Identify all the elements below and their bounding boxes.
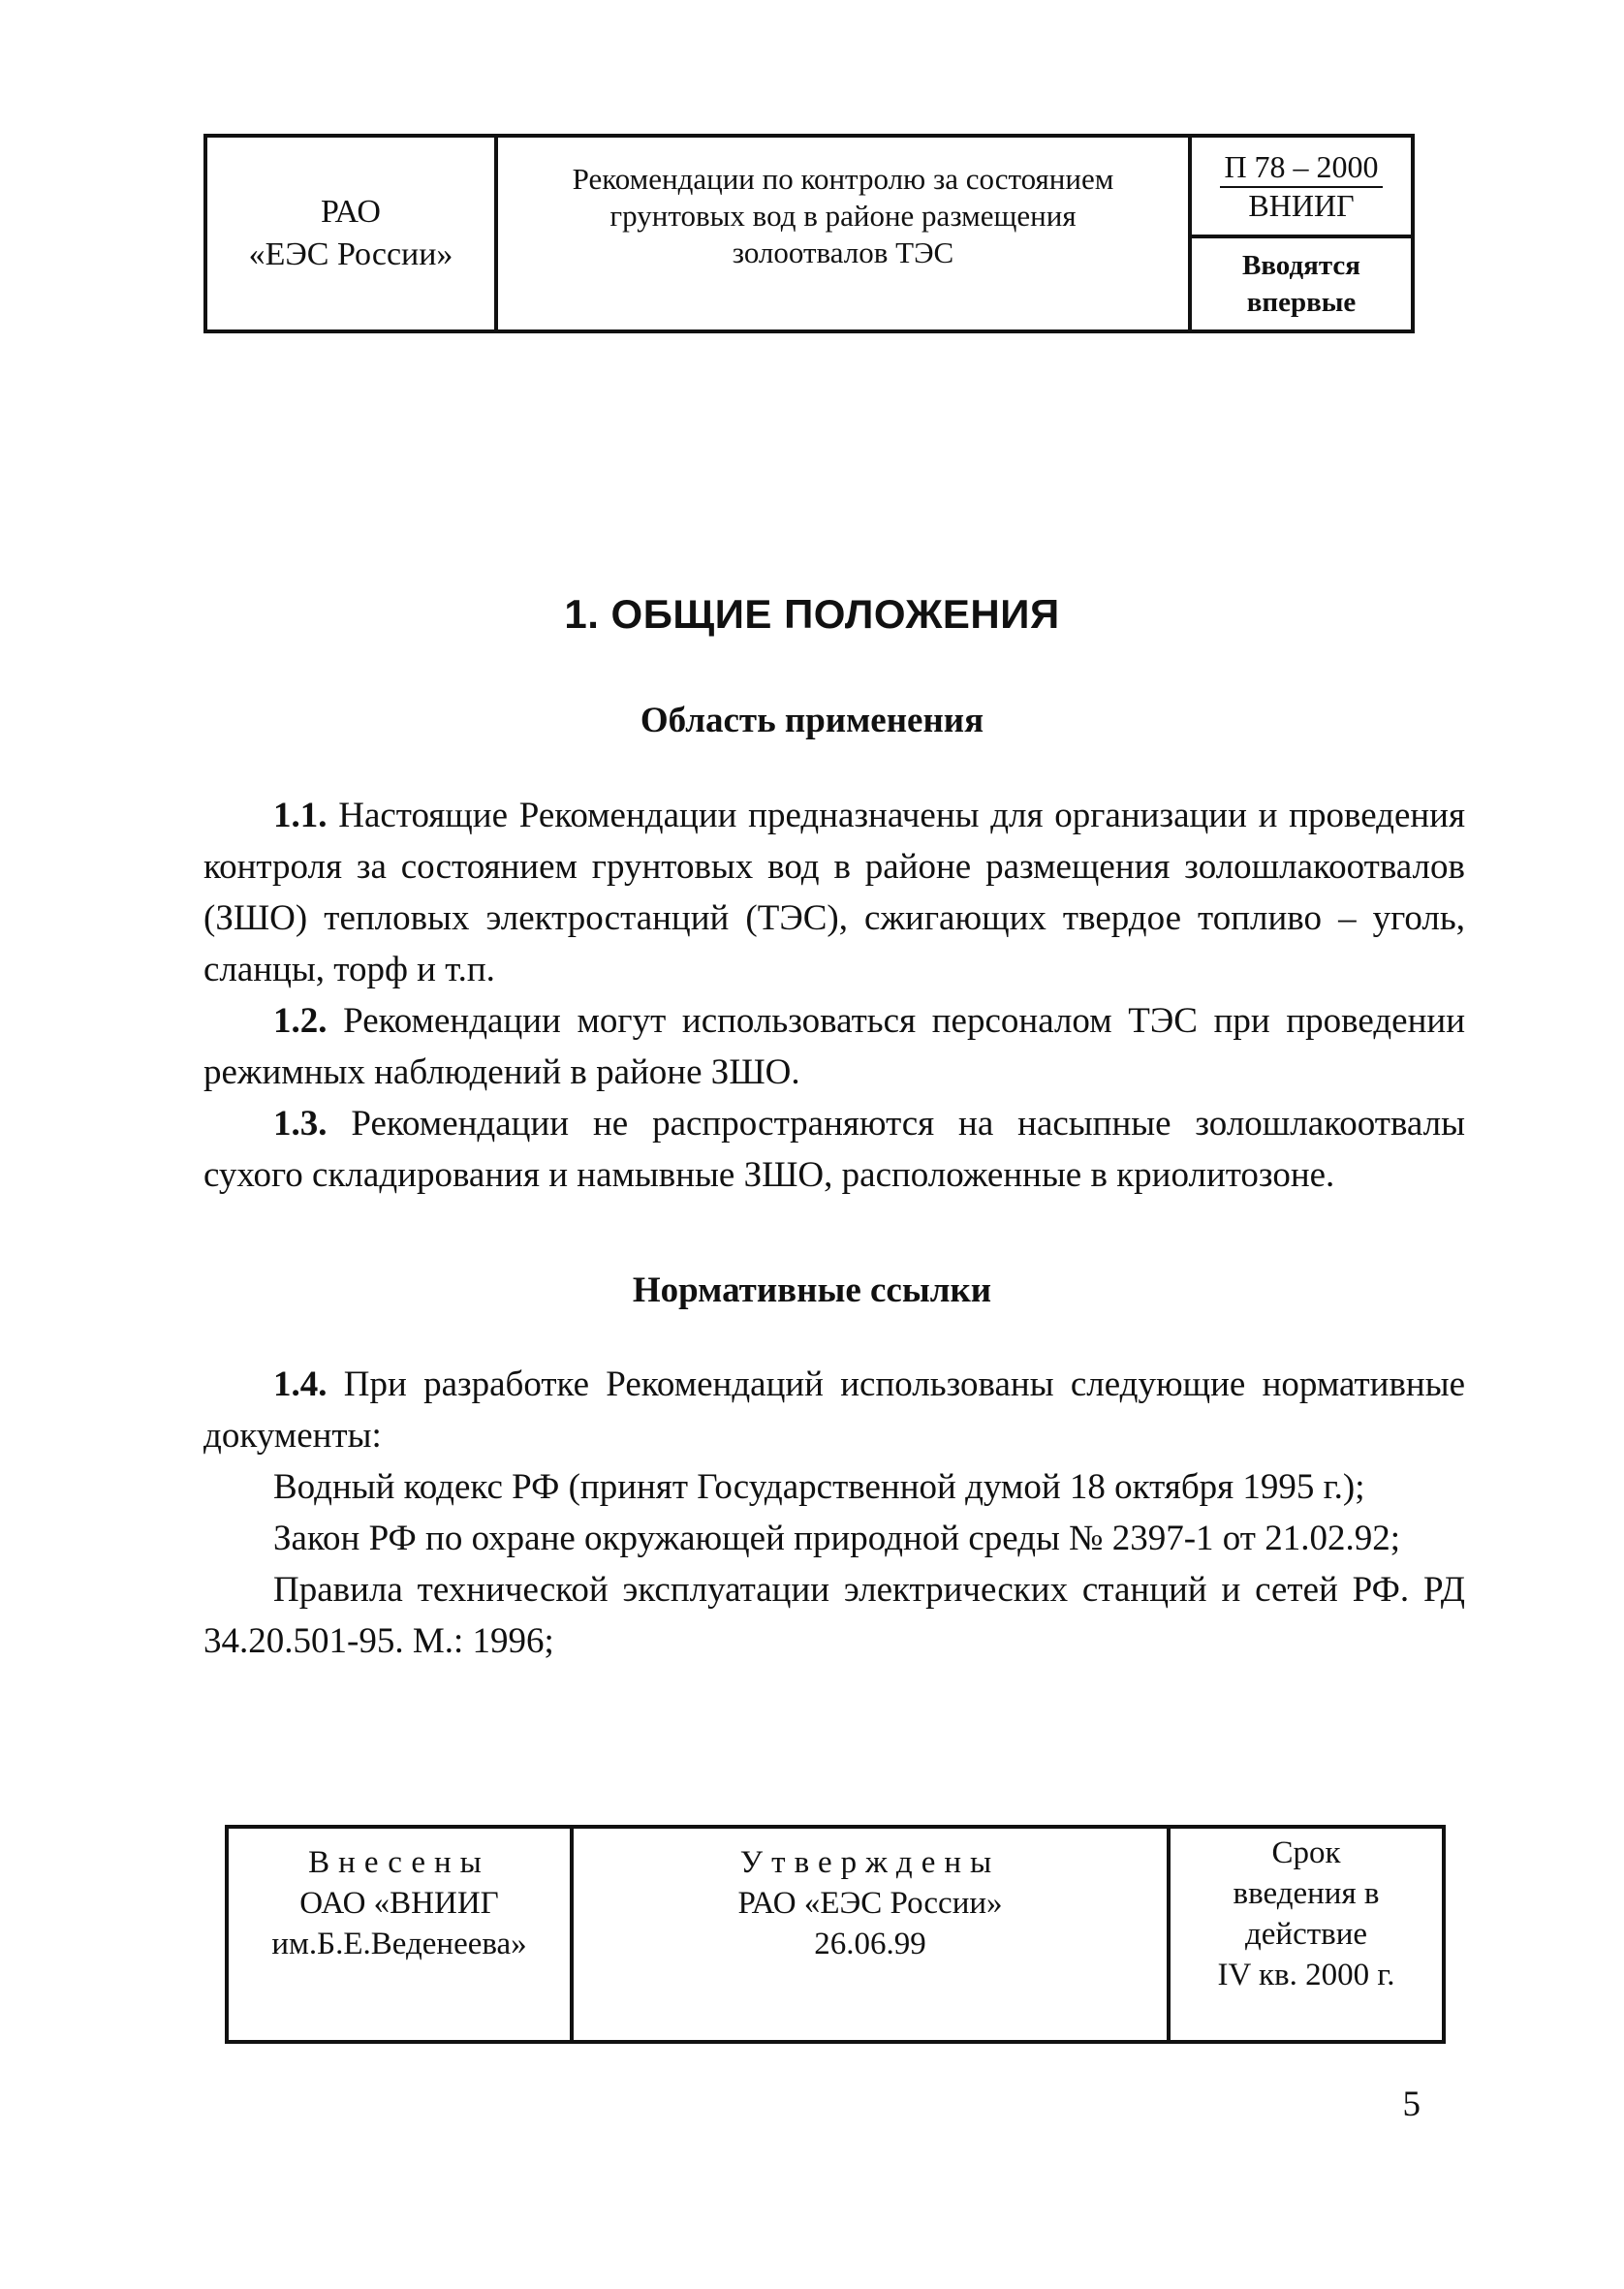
reference-water-code: Водный кодекс РФ (принят Государственной думой 18 октября 1995 г.); xyxy=(273,1467,1365,1507)
references-block xyxy=(203,1359,1465,1667)
paragraph-1-4-text: При разработке Рекомендаций использованы следующие нормативные документы: xyxy=(203,1364,1466,1456)
approved-date: 26.06.99 xyxy=(814,1927,926,1961)
paragraph-1-3 xyxy=(203,1098,1465,1201)
header-title-line1: Рекомендации по контролю за состоянием xyxy=(572,162,1114,196)
paragraph-1-1-number: 1.1. xyxy=(273,796,328,835)
paragraph-1-4-number: 1.4. xyxy=(273,1364,328,1404)
paragraph-1-2-text: Рекомендации могут использоваться персоналом ТЭС при проведении режимных наблюдений в районе ЗШО. xyxy=(203,1001,1466,1092)
paragraph-1-3-text: Рекомендации не распространяются на насыпные золошлакоотвалы сухого складирования и намывные ЗШО, расположенные в криолитозоне. xyxy=(203,1104,1465,1195)
status-line2: впервые xyxy=(1246,287,1357,318)
submitted-org-line1: ОАО «ВНИИГ xyxy=(299,1886,499,1921)
refs-heading: Нормативные ссылки xyxy=(632,1270,992,1310)
paragraph-1-1 xyxy=(203,790,1465,995)
header-status xyxy=(1190,236,1413,331)
scope-paragraphs xyxy=(203,790,1465,1201)
approved-org: РАО «ЕЭС России» xyxy=(737,1886,1003,1921)
submitted-label: Внесены xyxy=(308,1845,490,1880)
reference-technical-rules: Правила технической эксплуатации электрических станций и сетей РФ. РД 34.20.501-95. М.: 1996; xyxy=(203,1570,1465,1661)
doc-org: ВНИИГ xyxy=(1248,188,1355,223)
effective-term-cell xyxy=(1169,1827,1444,2042)
scope-heading: Область применения xyxy=(640,701,984,740)
page-number: 5 xyxy=(1402,2085,1421,2124)
header-document-title xyxy=(496,136,1190,331)
term-line4: IV кв. 2000 г. xyxy=(1217,1958,1395,1992)
status-line1: Вводятся xyxy=(1242,250,1360,281)
term-line1: Срок xyxy=(1271,1835,1341,1870)
paragraph-1-2-number: 1.2. xyxy=(273,1001,328,1041)
reference-environment-law: Закон РФ по охране окружающей природной среды № 2397-1 от 21.02.92; xyxy=(273,1519,1400,1558)
paragraph-1-1-text: Настоящие Рекомендации предназначены для организации и проведения контроля за состоянием грунтовых вод в районе размещения золошлакоотвалов (ЗШО) тепловых электростанций (ТЭС), сжигающих твердое топливо – уголь, сланцы, торф и т.п. xyxy=(203,796,1466,989)
header-organization xyxy=(205,136,496,331)
approved-cell xyxy=(572,1827,1169,2042)
paragraph-1-2 xyxy=(203,995,1465,1098)
document-header-table xyxy=(203,134,1415,333)
submitted-org-line2: им.Б.Е.Веденеева» xyxy=(271,1927,527,1961)
section-title: 1. ОБЩИЕ ПОЛОЖЕНИЯ xyxy=(564,591,1060,637)
paragraph-1-4 xyxy=(203,1359,1465,1461)
term-line3: действие xyxy=(1244,1917,1368,1952)
submitted-cell xyxy=(227,1827,572,2042)
header-title-line3: золоотвалов ТЭС xyxy=(732,235,954,269)
header-org-line2: «ЕЭС России» xyxy=(248,236,453,272)
header-document-code xyxy=(1190,136,1413,236)
approval-table xyxy=(225,1825,1446,2044)
approved-label: Утверждены xyxy=(739,1845,1001,1880)
doc-code: П 78 – 2000 xyxy=(1220,149,1382,188)
header-org-line1: РАО xyxy=(321,194,381,230)
term-line2: введения в xyxy=(1233,1876,1380,1911)
header-title-line2: грунтовых вод в районе размещения xyxy=(609,199,1077,233)
paragraph-1-3-number: 1.3. xyxy=(273,1104,328,1144)
